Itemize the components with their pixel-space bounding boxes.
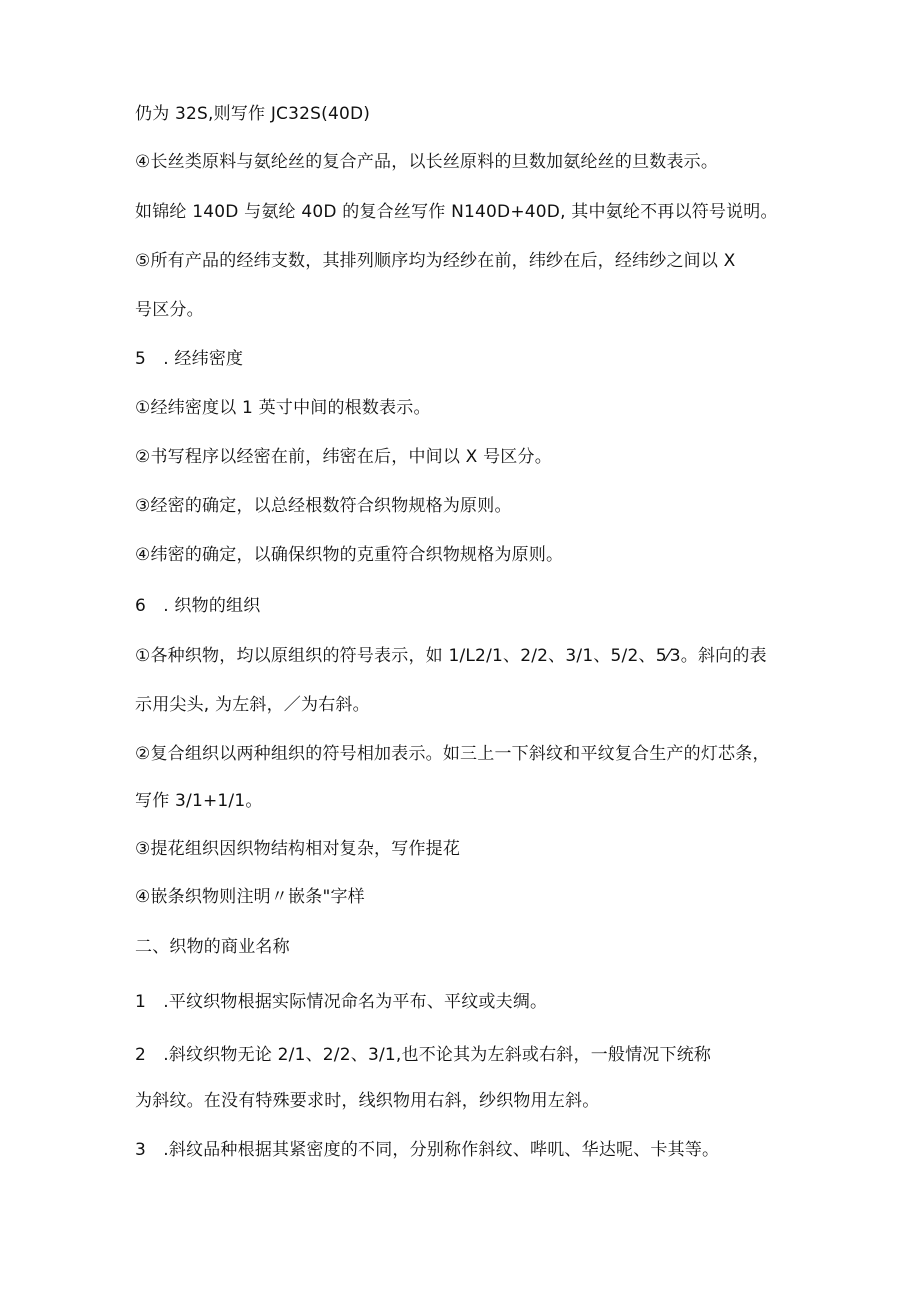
text-line: ④嵌条织物则注明〃嵌条"字样 xyxy=(135,887,365,907)
text-line: ①各种织物，均以原组织的符号表示，如 1/L2/1、2/2、3/1、5/2、5⁄3。斜向的表 xyxy=(135,646,767,666)
text-line: 写作 3/1+1/1。 xyxy=(135,791,263,811)
text-line: 3 .斜纹品种根据其紧密度的不同，分别称作斜纹、哔叽、华达呢、卡其等。 xyxy=(135,1140,720,1160)
text-line: 1 .平纹织物根据实际情况命名为平布、平纹或夫绸。 xyxy=(135,992,548,1012)
section-heading: 5 . 经纬密度 xyxy=(135,349,244,369)
text-line: ③提花组织因织物结构相对复杂，写作提花 xyxy=(135,839,461,859)
text-line: ④纬密的确定，以确保织物的克重符合织物规格为原则。 xyxy=(135,545,564,565)
text-line: ①经纬密度以 1 英寸中间的根数表示。 xyxy=(135,398,431,418)
text-line: 号区分。 xyxy=(135,300,204,320)
text-line: 如锦纶 140D 与氨纶 40D 的复合丝写作 N140D+40D, 其中氨纶不再以符号说明。 xyxy=(135,202,778,222)
text-line: 仍为 32S,则写作 JC32S(40D) xyxy=(135,104,371,124)
text-line: 示用尖头, 为左斜，／为右斜。 xyxy=(135,695,370,715)
text-line: ②复合组织以两种组织的符号相加表示。如三上一下斜纹和平纹复合生产的灯芯条， xyxy=(135,744,770,764)
text-line: ⑤所有产品的经纬支数，其排列顺序均为经纱在前，纬纱在后，经纬纱之间以 X xyxy=(135,251,736,271)
text-line: ④长丝类原料与氨纶丝的复合产品，以长丝原料的旦数加氨纶丝的旦数表示。 xyxy=(135,152,719,172)
section-heading: 6 . 织物的组织 xyxy=(135,596,261,616)
text-line: 为斜纹。在没有特殊要求时，线织物用右斜，纱织物用左斜。 xyxy=(135,1091,600,1111)
text-line: ②书写程序以经密在前，纬密在后，中间以 X 号区分。 xyxy=(135,447,552,467)
text-line: 2 .斜纹织物无论 2/1、2/2、3/1,也不论其为左斜或右斜，一般情况下统称 xyxy=(135,1045,712,1065)
text-line: ③经密的确定，以总经根数符合织物规格为原则。 xyxy=(135,496,512,516)
section-heading: 二、织物的商业名称 xyxy=(135,937,290,957)
